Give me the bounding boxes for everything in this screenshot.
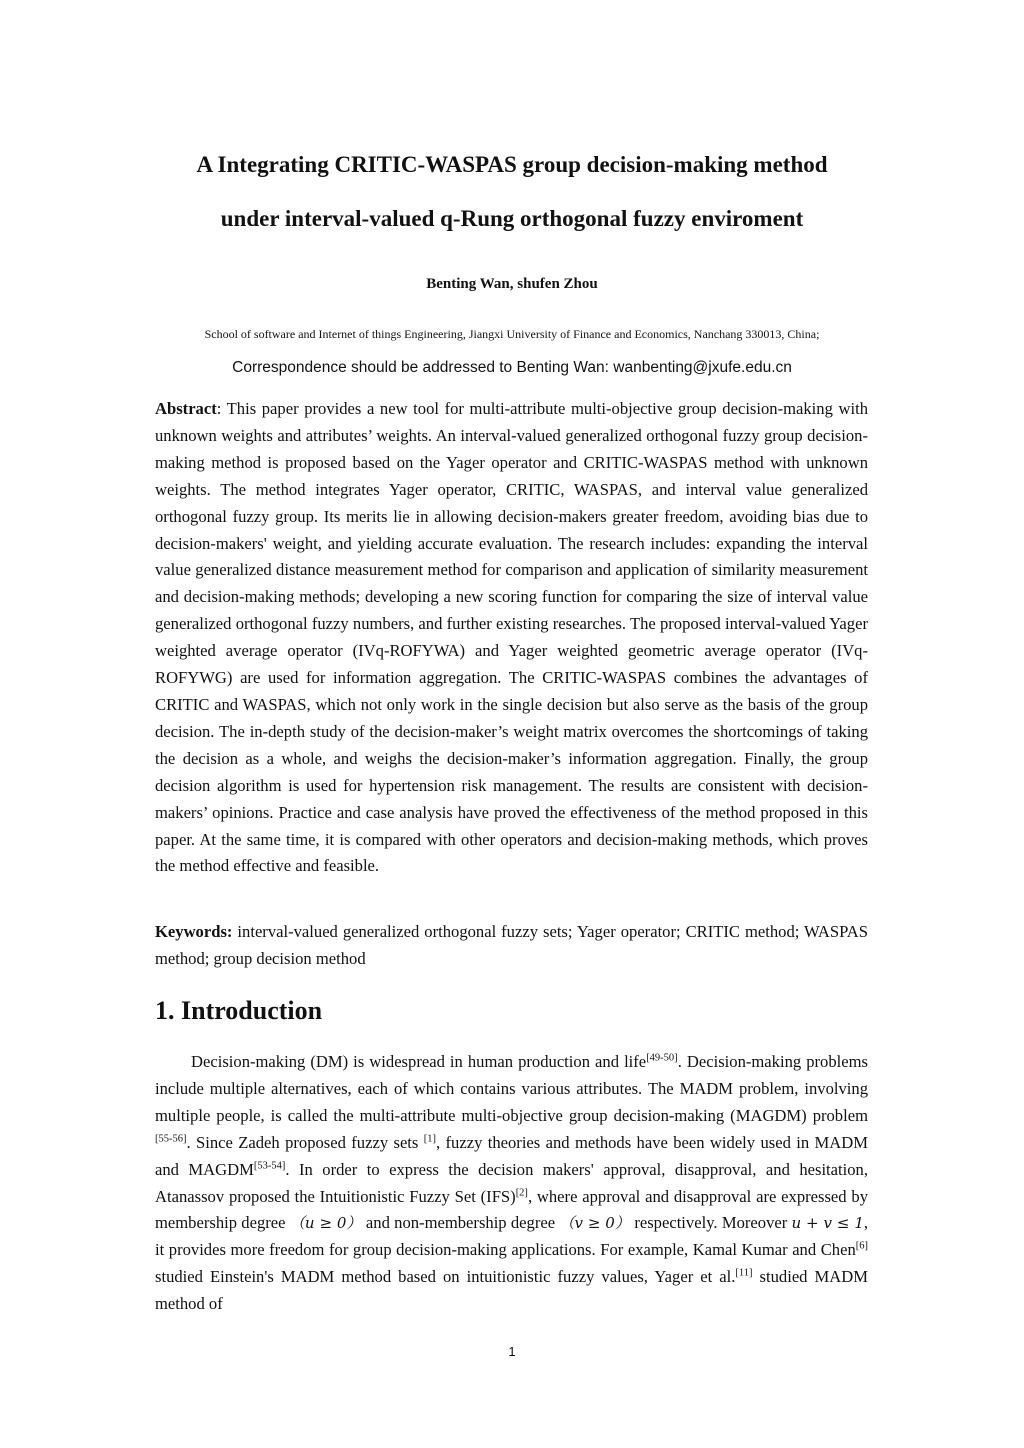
author-list: Benting Wan, shufen Zhou	[426, 276, 598, 292]
intro-text: , where approval and disapproval are expressed by membership degree	[155, 1186, 868, 1233]
intro-text: respectively. Moreover	[630, 1213, 792, 1233]
section-heading-introduction: 1. Introduction	[155, 996, 323, 1025]
abstract-label: Abstract	[155, 399, 217, 418]
intro-text: . Since Zadeh proposed fuzzy sets	[186, 1132, 424, 1152]
page-number: 1	[508, 1344, 516, 1359]
citation: [49-50]	[646, 1052, 678, 1064]
citation: [11]	[735, 1267, 753, 1279]
intro-text: studied MADM method of	[155, 1267, 868, 1314]
intro-text: and non-membership degree	[361, 1213, 560, 1233]
intro-text: . Decision-making problems include multiple alternatives, each of which contains various attributes. The MADM problem, involving multiple people, is called the multi-attribute multi-objective group decision-making (MAGDM) problem	[155, 1052, 868, 1125]
correspondence-line: Correspondence should be addressed to Benting Wan: wanbenting@jxufe.edu.cn	[232, 359, 792, 376]
abstract-text: : This paper provides a new tool for multi-attribute multi-objective group decision-making with unknown weights and attributes’ weights. An interval-valued generalized orthogonal fuzzy group decision-making method is proposed based on the Yager operator and CRITIC-WASPAS method with unknown weights. The method integrates Yager operator, CRITIC, WASPAS, and interval value generalized orthogonal fuzzy group. Its merits lie in allowing decision-makers greater freedom, avoiding bias due to decision-makers' weight, and yielding accurate evaluation. The research includes: expanding the interval value generalized distance measurement method for comparison and application of similarity measurement and decision-making methods; developing a new scoring function for comparing the size of interval value generalized orthogonal fuzzy numbers, and further existing researches. The proposed interval-valued Yager weighted average operator (IVq-ROFYWA) and Yager weighted geometric average operator (IVq-ROFYWG) are used for information aggregation. The CRITIC-WASPAS combines the advantages of CRITIC and WASPAS, which not only work in the single decision but also serve as the basis of the group decision. The in-depth study of the decision-maker’s weight matrix overcomes the shortcomings of taking the decision as a whole, and weighs the decision-maker’s information aggregation. Finally, the group decision algorithm is used for hypertension risk management. The results are consistent with decision-makers’ opinions. Practice and case analysis have proved the effectiveness of the method proposed in this paper. At the same time, it is compared with other operators and decision-making methods, which proves the method effective and feasible.	[155, 399, 868, 876]
citation: [1]	[423, 1133, 436, 1145]
abstract-paragraph	[155, 396, 868, 880]
math-expression: （v ≥ 0）	[559, 1214, 631, 1233]
intro-text: , it provides more freedom for group decision-making applications. For example, Kamal Kumar and Chen	[155, 1213, 869, 1260]
math-expression: u + v ≤ 1	[791, 1214, 864, 1233]
paper-title-line-1: A Integrating CRITIC-WASPAS group decision-making method	[196, 152, 828, 177]
intro-text: , fuzzy theories and methods have been widely used in MADM and MAGDM	[155, 1132, 868, 1179]
affiliation: School of software and Internet of things Engineering, Jiangxi University of Finance and Economics, Nanchang 330013, China;	[204, 327, 820, 341]
math-expression: （u ≥ 0）	[289, 1214, 362, 1233]
intro-text: . In order to express the decision makers' approval, disapproval, and hesitation, Atanassov proposed the Intuitionistic Fuzzy Set (IFS)	[155, 1159, 868, 1206]
paper-title-line-2: under interval-valued q-Rung orthogonal fuzzy enviroment	[220, 206, 804, 231]
keywords-text: interval-valued generalized orthogonal fuzzy sets; Yager operator; CRITIC method; WASPAS method; group decision method	[155, 922, 868, 968]
intro-text: Decision-making (DM) is widespread in human production and life	[191, 1052, 647, 1071]
keywords-label: Keywords:	[155, 922, 233, 941]
citation: [6]	[855, 1240, 868, 1252]
citation: [2]	[515, 1187, 528, 1198]
keywords-paragraph	[155, 919, 868, 973]
introduction-paragraph	[155, 1049, 868, 1318]
citation: [53-54]	[253, 1160, 286, 1172]
citation: [55-56]	[155, 1133, 187, 1145]
intro-text: studied Einstein's MADM method based on intuitionistic fuzzy values, Yager et al.	[155, 1267, 736, 1287]
